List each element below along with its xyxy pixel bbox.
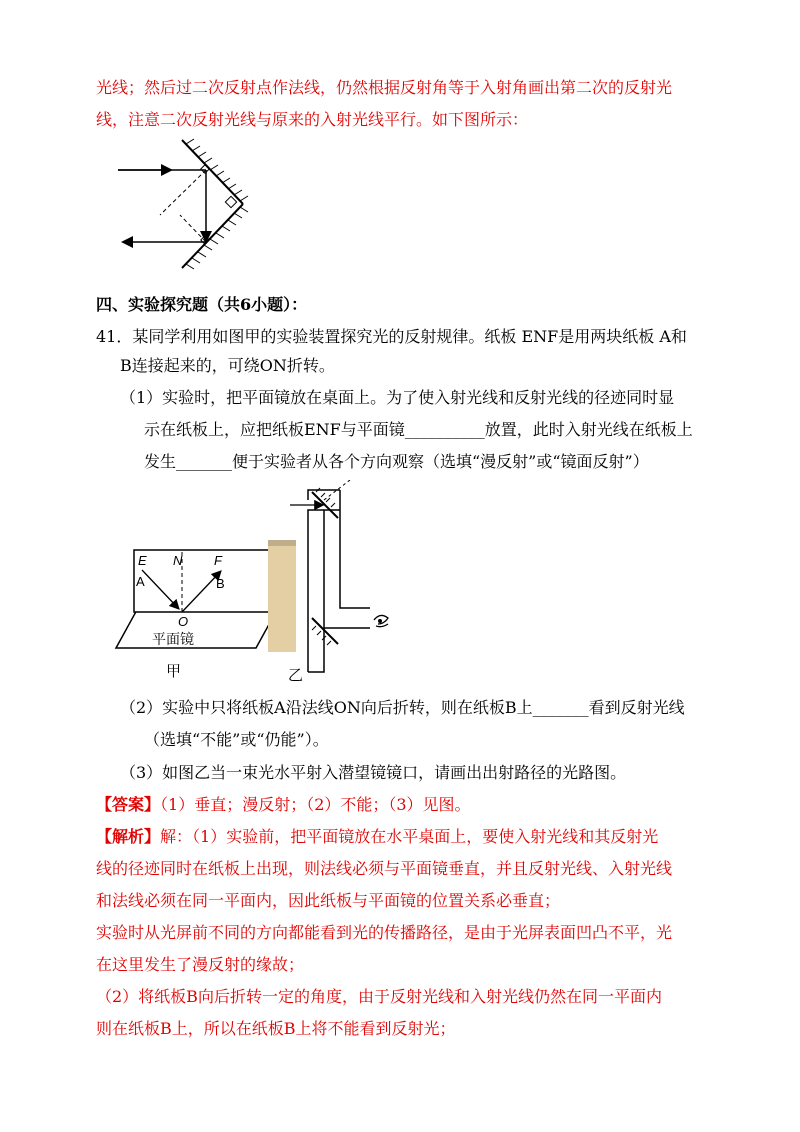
analysis-line-3: 和法线必须在同一平面内，因此纸板与平面镜的位置关系必垂直； xyxy=(96,891,561,910)
label-mirror: 平面镜 xyxy=(152,631,194,647)
label-B: B xyxy=(216,576,225,591)
answer-tag: 【答案】 xyxy=(96,795,161,814)
label-N: N xyxy=(173,553,183,568)
analysis-line-1 xyxy=(96,827,658,847)
analysis-line-6: （2）将纸板B向后折转一定的角度，由于反射光线和入射光线仍然在同一平面内 xyxy=(96,987,662,1006)
analysis-line-7: 则在纸板B上，所以在纸板B上将不能看到反射光； xyxy=(96,1019,456,1038)
part2-line-1: （2）实验中只将纸板A沿法线ON向后折转，则在纸板B上_______看到反射光线 xyxy=(120,698,685,717)
part1-line-3: 发生_______便于实验者从各个方向观察（选填“漫反射”或“镜面反射”） xyxy=(144,452,649,471)
caption-jia: 甲 xyxy=(166,663,182,680)
question-stem-line-1: 41．某同学利用如图甲的实验装置探究光的反射规律。纸板 ENF是用两块纸板 A和 xyxy=(96,327,687,346)
analysis-line-5: 在这里发生了漫反射的缘故； xyxy=(96,955,305,974)
analysis-tag: 【解析】 xyxy=(96,827,161,846)
section-heading: 四、实验探究题（共6小题）： xyxy=(96,295,308,314)
explanation-line-1: 光线；然后过二次反射点作法线，仍然根据反射角等于入射角画出第二次的反射光 xyxy=(96,78,673,97)
part1-line-2: 示在纸板上，应把纸板ENF与平面镜__________放置，此时入射光线在纸板上 xyxy=(144,420,693,439)
explanation-line-2: 线，注意二次反射光线与原来的入射光线平行。如下图所示： xyxy=(96,110,529,129)
figure-yi xyxy=(260,480,410,685)
part1-line-1: （1）实验时，把平面镜放在桌面上。为了使入射光线和反射光线的径迹同时显 xyxy=(120,388,675,407)
answer-text: （1）垂直；漫反射；（2）不能；（3）见图。 xyxy=(160,795,471,814)
label-O: O xyxy=(178,614,189,629)
caption-yi: 乙 xyxy=(288,667,304,684)
analysis-line-4: 实验时从光屏前不同的方向都能看到光的传播路径，是由于光屏表面凹凸不平，光 xyxy=(96,923,673,942)
answer-line xyxy=(96,795,471,815)
part3-line: （3）如图乙当一束光水平射入潜望镜镜口，请画出出射路径的光路图。 xyxy=(120,763,627,782)
analysis-text-1: 解：（1）实验前，把平面镜放在水平桌面上，要使入射光线和其反射光 xyxy=(160,827,659,846)
label-E: E xyxy=(138,553,147,568)
part2-line-2: （选填“不能”或“仍能”）。 xyxy=(144,730,329,749)
label-F: F xyxy=(214,553,222,568)
question-stem-line-2: B连接起来的，可绕ON折转。 xyxy=(120,356,335,375)
corner-mirror-diagram xyxy=(110,135,270,275)
label-A: A xyxy=(136,574,145,589)
analysis-line-2: 线的径迹同时在纸板上出现，则法线必须与平面镜垂直，并且反射光线、入射光线 xyxy=(96,859,673,878)
